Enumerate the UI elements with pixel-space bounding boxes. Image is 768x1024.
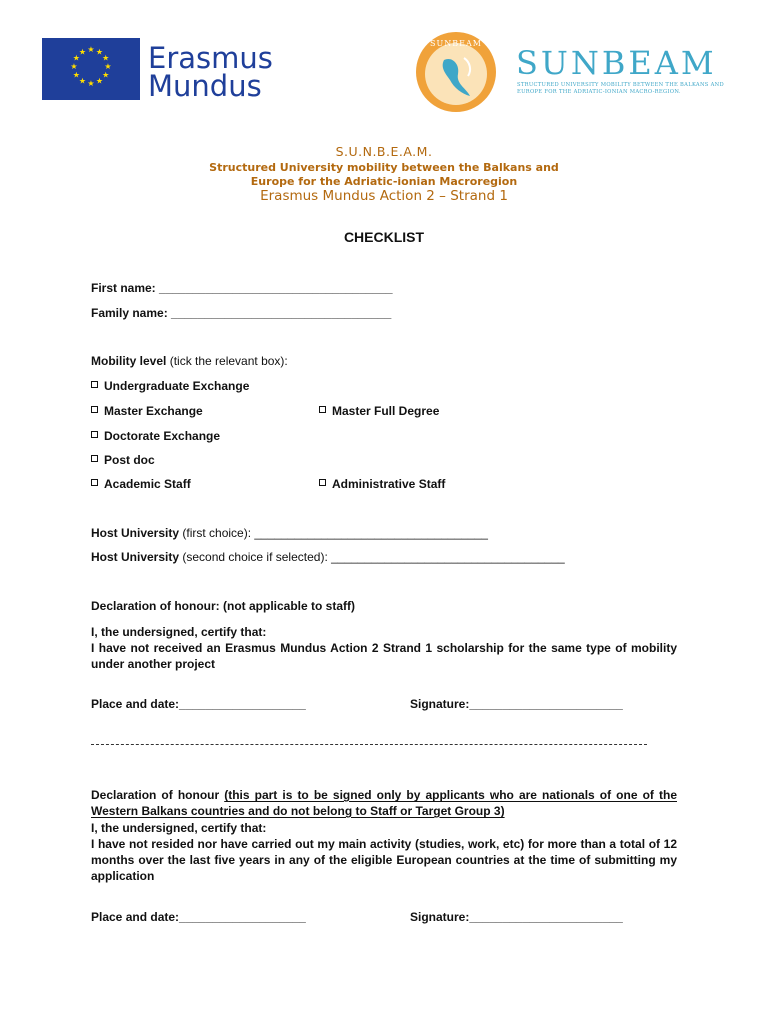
svg-text:★: ★ xyxy=(87,45,95,54)
declaration2-heading xyxy=(91,787,677,819)
option-label: Undergraduate Exchange xyxy=(104,379,250,393)
option-undergraduate-exchange[interactable] xyxy=(91,379,249,393)
svg-text:★: ★ xyxy=(87,79,95,88)
project-subtitle xyxy=(0,161,768,189)
page-title: CHECKLIST xyxy=(343,229,425,245)
svg-text:★: ★ xyxy=(78,76,87,86)
host-university-first-field[interactable] xyxy=(91,526,488,540)
declaration1-body xyxy=(91,624,677,672)
option-master-exchange[interactable] xyxy=(91,404,203,418)
checkbox-icon[interactable] xyxy=(319,406,326,413)
option-label: Master Exchange xyxy=(104,404,203,418)
option-doctorate-exchange[interactable] xyxy=(91,429,220,443)
svg-text:SUNBEAM: SUNBEAM xyxy=(430,39,482,48)
erasmus-word: Erasmus xyxy=(148,41,273,75)
checkbox-icon[interactable] xyxy=(91,381,98,388)
project-acronym: S.U.N.B.E.A.M. xyxy=(335,144,433,159)
project-subtitle-line1: Structured University mobility between the Balkans and xyxy=(209,161,559,174)
declaration1-heading: Declaration of honour: (not applicable to staff) xyxy=(91,599,355,613)
declaration1-certify: I, the undersigned, certify that: xyxy=(91,625,267,639)
option-administrative-staff[interactable] xyxy=(319,477,445,491)
sunbeam-tagline: STRUCTURED UNIVERSITY MOBILITY BETWEEN THE BALKANS AND EUROPE FOR THE ADRIATIC-IONIAN MACRO-REGION. xyxy=(517,82,724,95)
declaration2-place-date-field[interactable]: Place and date:___________________ xyxy=(91,910,306,924)
option-post-doc[interactable] xyxy=(91,453,155,467)
svg-text:★: ★ xyxy=(102,53,110,63)
declaration2-body xyxy=(91,820,677,884)
declaration1-place-date-field[interactable]: Place and date:___________________ xyxy=(91,697,306,711)
mundus-word: Mundus xyxy=(148,69,262,103)
first-name-field[interactable]: First name: ___________________________________ xyxy=(91,281,393,295)
svg-text:★: ★ xyxy=(78,47,87,57)
svg-text:★: ★ xyxy=(95,76,104,86)
eu-stars-icon xyxy=(42,38,140,100)
svg-text:★: ★ xyxy=(95,47,104,57)
erasmus-mundus-wordmark xyxy=(148,41,288,103)
host-second-label: Host University xyxy=(91,550,180,564)
host-first-hint: (first choice): ___________________________________ xyxy=(179,526,488,540)
family-name-field[interactable]: Family name: _________________________________ xyxy=(91,306,392,320)
project-subtitle-line2: Europe for the Adriatic-ionian Macroregion xyxy=(250,175,518,188)
checkbox-icon[interactable] xyxy=(91,455,98,462)
sunbeam-seal-logo xyxy=(414,30,498,114)
programme-name: Erasmus Mundus Action 2 – Strand 1 xyxy=(260,188,508,204)
option-label: Administrative Staff xyxy=(332,477,446,491)
declaration2-certify: I, the undersigned, certify that: xyxy=(91,821,267,835)
option-academic-staff[interactable] xyxy=(91,477,191,491)
mobility-label: Mobility level xyxy=(91,354,167,368)
checkbox-icon[interactable] xyxy=(91,406,98,413)
checkbox-icon[interactable] xyxy=(319,479,326,486)
svg-text:★: ★ xyxy=(102,70,110,80)
section-separator xyxy=(91,744,647,745)
host-second-hint: (second choice if selected): ___________________________________ xyxy=(179,550,565,564)
svg-text:★: ★ xyxy=(72,70,80,80)
option-label: Doctorate Exchange xyxy=(104,429,221,443)
option-master-full-degree[interactable] xyxy=(319,404,439,418)
sunbeam-wordmark: SUNBEAM xyxy=(516,44,717,82)
declaration2-text: I have not resided nor have carried out my main activity (studies, work, etc) for more than a total of 12 months over the last five years in any of the eligible European countries at the time of submitting my application xyxy=(91,837,677,883)
mobility-level-label xyxy=(91,354,288,368)
option-label: Post doc xyxy=(104,453,155,467)
declaration1-signature-field[interactable]: Signature:_______________________ xyxy=(410,697,623,711)
eu-flag-logo xyxy=(42,38,140,100)
checkbox-icon[interactable] xyxy=(91,479,98,486)
declaration2-signature-field[interactable]: Signature:_______________________ xyxy=(410,910,623,924)
svg-text:★: ★ xyxy=(72,53,80,63)
host-university-second-field[interactable] xyxy=(91,550,565,564)
option-label: Academic Staff xyxy=(104,477,191,491)
svg-text:★: ★ xyxy=(104,62,112,71)
declaration2-heading-note: (this part is to be signed only by applicants who are nationals of one of the Western Balkans countries and do not belong to Staff or Target Group 3) xyxy=(91,788,677,818)
svg-text:★: ★ xyxy=(70,62,78,71)
declaration1-text: I have not received an Erasmus Mundus Action 2 Strand 1 scholarship for the same type of mobility under another project xyxy=(91,641,677,671)
mobility-hint: (tick the relevant box): xyxy=(166,354,288,368)
declaration2-heading-prefix: Declaration of honour xyxy=(91,788,225,802)
option-label: Master Full Degree xyxy=(332,404,440,418)
host-first-label: Host University xyxy=(91,526,180,540)
checkbox-icon[interactable] xyxy=(91,431,98,438)
